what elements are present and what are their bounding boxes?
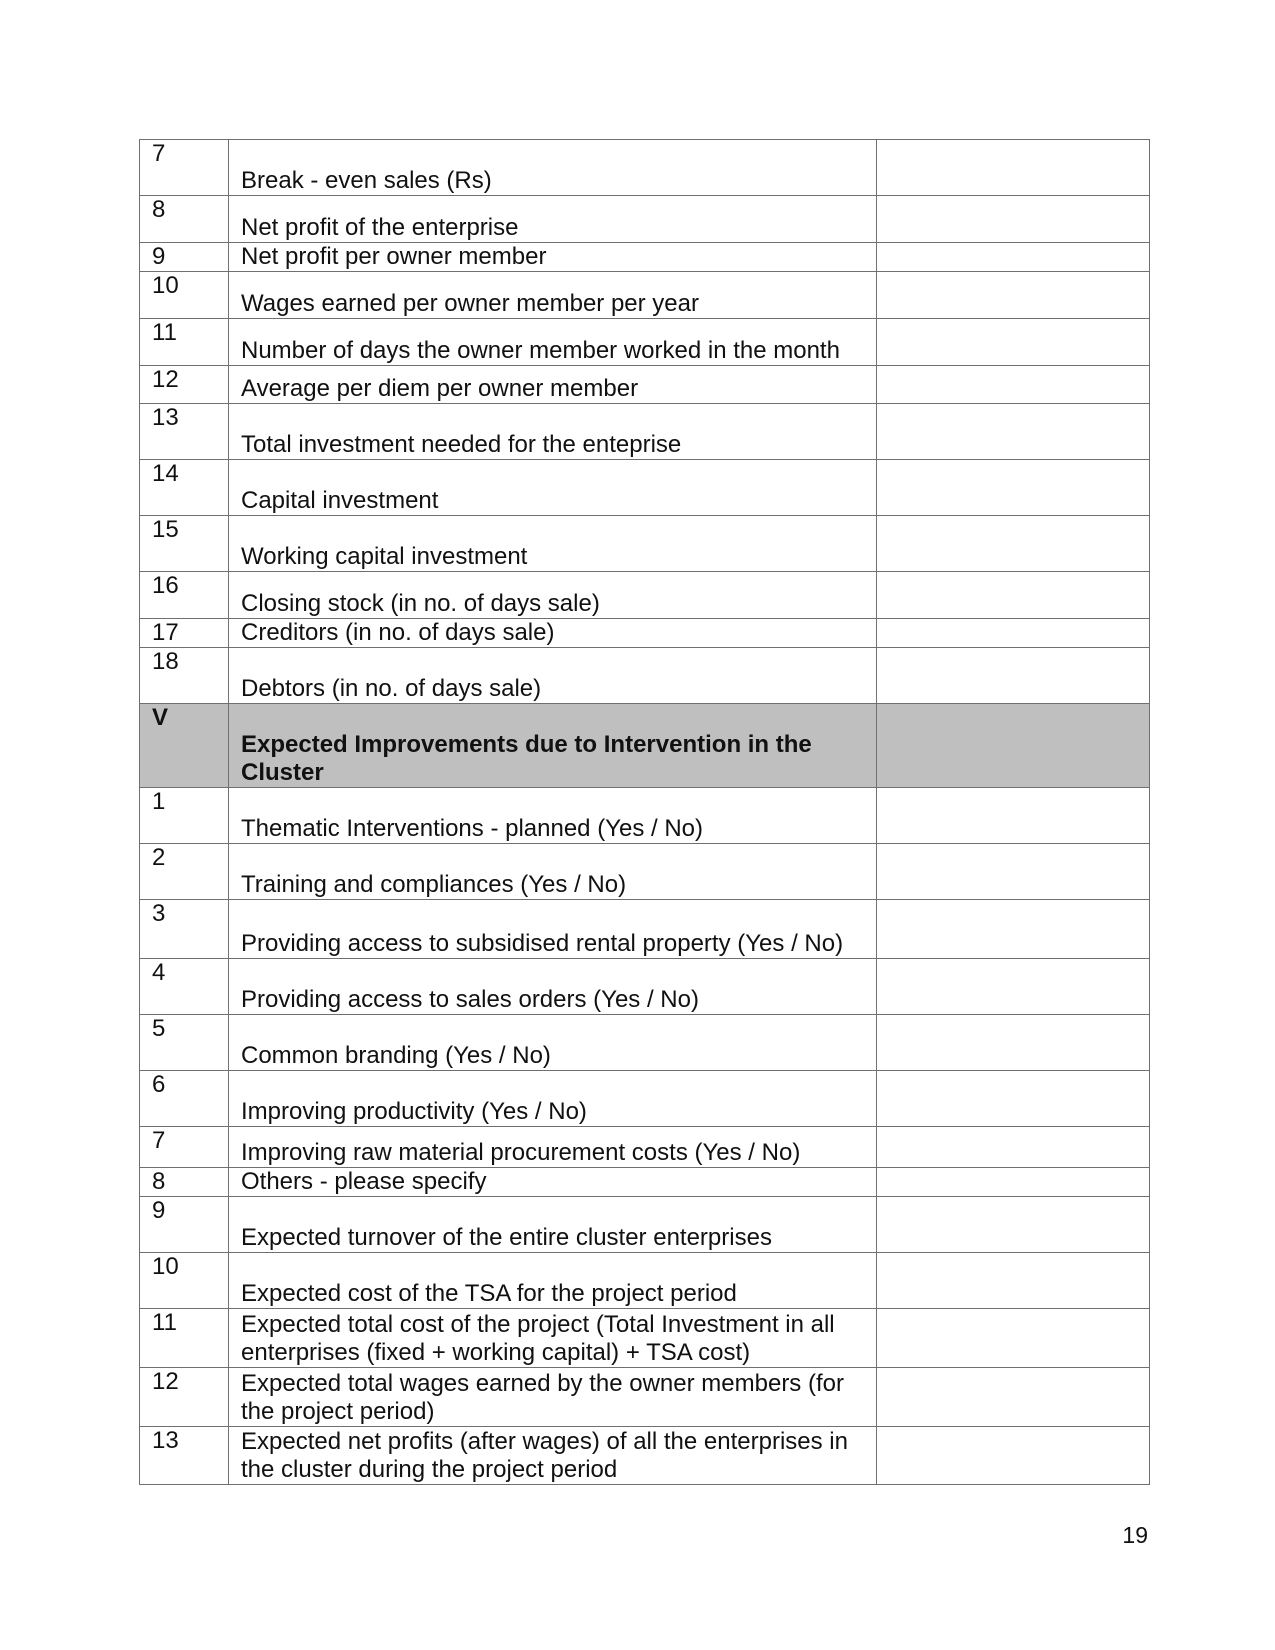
row-description: Improving productivity (Yes / No) [229,1071,877,1127]
row-number-cell [140,1309,229,1368]
row-number: 11 [152,319,177,346]
row-number-cell [140,1168,229,1197]
row-number: 9 [152,243,166,270]
value-entry-cell[interactable] [877,319,1150,366]
table-row [140,272,1150,319]
row-number: 2 [152,844,166,871]
value-entry-cell[interactable] [877,1368,1150,1427]
table-row [140,1015,1150,1071]
row-number-cell [140,1015,229,1071]
value-entry-cell[interactable] [877,404,1150,460]
row-number: 17 [152,619,179,646]
value-entry-cell[interactable] [877,516,1150,572]
row-number-cell [140,272,229,319]
row-number: 3 [152,900,166,927]
value-entry-cell[interactable] [877,196,1150,243]
value-entry-cell[interactable] [877,1015,1150,1071]
row-number-cell [140,319,229,366]
table-row [140,844,1150,900]
row-number-cell [140,1253,229,1309]
table-row [140,648,1150,704]
row-number: 11 [152,1309,177,1336]
value-entry-cell[interactable] [877,648,1150,704]
row-number: 12 [152,1368,179,1395]
row-description: Creditors (in no. of days sale) [229,619,877,648]
table-row [140,1127,1150,1168]
page-number: 19 [1122,1522,1148,1548]
row-number-cell [140,572,229,619]
row-number: 5 [152,1015,166,1042]
form-table [139,139,1150,1485]
row-description: Working capital investment [229,516,877,572]
table-row [140,1071,1150,1127]
row-number: 7 [152,140,166,167]
row-number: 16 [152,572,179,599]
row-description: Expected turnover of the entire cluster enterprises [229,1197,877,1253]
row-number: 4 [152,959,166,986]
row-number-cell [140,140,229,196]
section-title: Expected Improvements due to Intervention in the Cluster [229,704,877,788]
value-entry-cell[interactable] [877,1168,1150,1197]
value-entry-cell[interactable] [877,1309,1150,1368]
table-row [140,404,1150,460]
value-entry-cell[interactable] [877,959,1150,1015]
table-row [140,1309,1150,1368]
row-description: Average per diem per owner member [229,366,877,404]
table-body [140,140,1150,1485]
row-description: Expected net profits (after wages) of all the enterprises in the cluster during the project period [229,1427,877,1485]
row-number: 18 [152,648,179,675]
table-row [140,1368,1150,1427]
row-description: Thematic Interventions - planned (Yes / No) [229,788,877,844]
row-number-cell [140,704,229,788]
row-number-cell [140,619,229,648]
row-number: 8 [152,196,166,223]
row-number-cell [140,900,229,959]
table-row [140,1253,1150,1309]
row-description: Others - please specify [229,1168,877,1197]
row-number-cell [140,648,229,704]
row-number-cell [140,1427,229,1485]
value-entry-cell[interactable] [877,788,1150,844]
value-entry-cell[interactable] [877,272,1150,319]
table-row [140,460,1150,516]
value-entry-cell[interactable] [877,243,1150,272]
value-entry-cell[interactable] [877,704,1150,788]
table-row [140,319,1150,366]
row-description: Training and compliances (Yes / No) [229,844,877,900]
row-description: Expected total cost of the project (Total Investment in all enterprises (fixed + working capital) + TSA cost) [229,1309,877,1368]
value-entry-cell[interactable] [877,1071,1150,1127]
row-number: 10 [152,272,179,299]
row-number-cell [140,196,229,243]
section-header-row [140,704,1150,788]
row-description: Expected total wages earned by the owner members (for the project period) [229,1368,877,1427]
row-description: Net profit per owner member [229,243,877,272]
row-number: 12 [152,366,179,393]
table-row [140,196,1150,243]
table-row [140,572,1150,619]
row-number: 13 [152,1427,179,1454]
row-description: Providing access to sales orders (Yes / No) [229,959,877,1015]
value-entry-cell[interactable] [877,619,1150,648]
row-number: 6 [152,1071,166,1098]
row-description: Total investment needed for the enteprise [229,404,877,460]
row-number-cell [140,1368,229,1427]
value-entry-cell[interactable] [877,1253,1150,1309]
row-number-cell [140,516,229,572]
row-number: 7 [152,1127,166,1154]
row-number: 1 [152,788,166,815]
value-entry-cell[interactable] [877,900,1150,959]
row-number: 9 [152,1197,166,1224]
table-row [140,366,1150,404]
table-row [140,619,1150,648]
row-number-cell [140,460,229,516]
table-row [140,243,1150,272]
row-description: Common branding (Yes / No) [229,1015,877,1071]
row-number: 14 [152,460,179,487]
row-number-cell [140,1071,229,1127]
row-number-cell [140,1127,229,1168]
row-number-cell [140,1197,229,1253]
row-description: Improving raw material procurement costs (Yes / No) [229,1127,877,1168]
value-entry-cell[interactable] [877,1427,1150,1485]
row-number-cell [140,366,229,404]
value-entry-cell[interactable] [877,572,1150,619]
row-description: Number of days the owner member worked in the month [229,319,877,366]
row-number: 15 [152,516,179,543]
row-number-cell [140,243,229,272]
row-description: Closing stock (in no. of days sale) [229,572,877,619]
table-row [140,1197,1150,1253]
row-number: 8 [152,1168,166,1195]
row-description: Net profit of the enterprise [229,196,877,243]
row-number: 13 [152,404,179,431]
value-entry-cell[interactable] [877,1127,1150,1168]
table-row [140,900,1150,959]
value-entry-cell[interactable] [877,844,1150,900]
table-row [140,516,1150,572]
row-number-cell [140,844,229,900]
row-number: 10 [152,1253,179,1280]
value-entry-cell[interactable] [877,1197,1150,1253]
value-entry-cell[interactable] [877,140,1150,196]
table-row [140,788,1150,844]
row-description: Wages earned per owner member per year [229,272,877,319]
table-row [140,1427,1150,1485]
row-number: V [152,704,169,731]
table-row [140,1168,1150,1197]
table-row [140,959,1150,1015]
row-description: Debtors (in no. of days sale) [229,648,877,704]
value-entry-cell[interactable] [877,460,1150,516]
row-description: Providing access to subsidised rental property (Yes / No) [229,900,877,959]
row-description: Break - even sales (Rs) [229,140,877,196]
row-description: Expected cost of the TSA for the project period [229,1253,877,1309]
row-number-cell [140,404,229,460]
row-description: Capital investment [229,460,877,516]
row-number-cell [140,788,229,844]
table-row [140,140,1150,196]
value-entry-cell[interactable] [877,366,1150,404]
row-number-cell [140,959,229,1015]
